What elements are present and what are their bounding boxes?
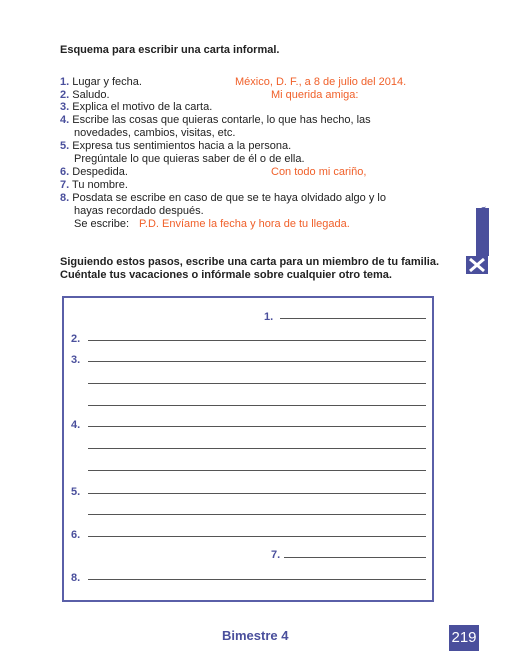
field-label-7: 7. <box>271 549 281 561</box>
field-line-4c[interactable] <box>88 470 426 471</box>
example-postscript: P.D. Envíame la fecha y hora de tu llegada. <box>139 218 350 230</box>
example-closing: Con todo mi cariño, <box>271 166 367 178</box>
step-8-cont: hayas recordado después. <box>74 205 204 217</box>
field-label-3: 3. <box>71 354 81 366</box>
example-greeting: Mi querida amiga: <box>271 89 359 101</box>
step-5: 5. Expresa tus sentimientos hacia a la persona. <box>60 140 292 152</box>
field-line-3[interactable] <box>88 361 426 362</box>
step-1: 1. Lugar y fecha. <box>60 76 142 88</box>
step-4-cont: novedades, cambios, visitas, etc. <box>74 127 236 139</box>
footer-bimestre: Bimestre 4 <box>222 628 289 643</box>
field-label-1: 1. <box>264 311 274 323</box>
field-line-4[interactable] <box>88 426 426 427</box>
field-line-3c[interactable] <box>88 405 426 406</box>
field-line-5[interactable] <box>88 493 426 494</box>
field-line-5b[interactable] <box>88 514 426 515</box>
step-6: 6. Despedida. <box>60 166 128 178</box>
page-title: Esquema para escribir una carta informal. <box>60 44 280 56</box>
hemeroteca-logo-icon <box>466 256 488 274</box>
field-label-4: 4. <box>71 419 81 431</box>
field-line-3b[interactable] <box>88 383 426 384</box>
field-label-8: 8. <box>71 572 81 584</box>
field-line-6[interactable] <box>88 536 426 537</box>
page-number: 219 <box>449 625 479 651</box>
step-4: 4. Escribe las cosas que quieras contarle, lo que has hecho, las <box>60 114 371 126</box>
step-8-cont2: Se escribe: <box>74 218 130 230</box>
instruction-line-2: Cuéntale tus vacaciones o infórmale sobre cualquier otro tema. <box>60 269 392 281</box>
step-3: 3. Explica el motivo de la carta. <box>60 101 213 113</box>
field-label-6: 6. <box>71 529 81 541</box>
field-line-4b[interactable] <box>88 448 426 449</box>
field-line-2[interactable] <box>88 340 426 341</box>
field-line-7[interactable] <box>284 557 426 558</box>
step-5-cont: Pregúntale lo que quieras saber de él o de ella. <box>74 153 305 165</box>
field-label-2: 2. <box>71 333 81 345</box>
step-8: 8. Posdata se escribe en caso de que se te haya olvidado algo y lo <box>60 192 386 204</box>
example-date: México, D. F., a 8 de julio del 2014. <box>235 76 407 88</box>
side-tab-label: Hemeroteca <box>480 206 488 245</box>
instruction-line-1: Siguiendo estos pasos, escribe una carta para un miembro de tu familia. <box>60 256 439 268</box>
field-line-8[interactable] <box>88 579 426 580</box>
step-2: 2. Saludo. <box>60 89 110 101</box>
field-label-5: 5. <box>71 486 81 498</box>
step-7: 7. Tu nombre. <box>60 179 128 191</box>
field-line-1[interactable] <box>280 318 426 319</box>
